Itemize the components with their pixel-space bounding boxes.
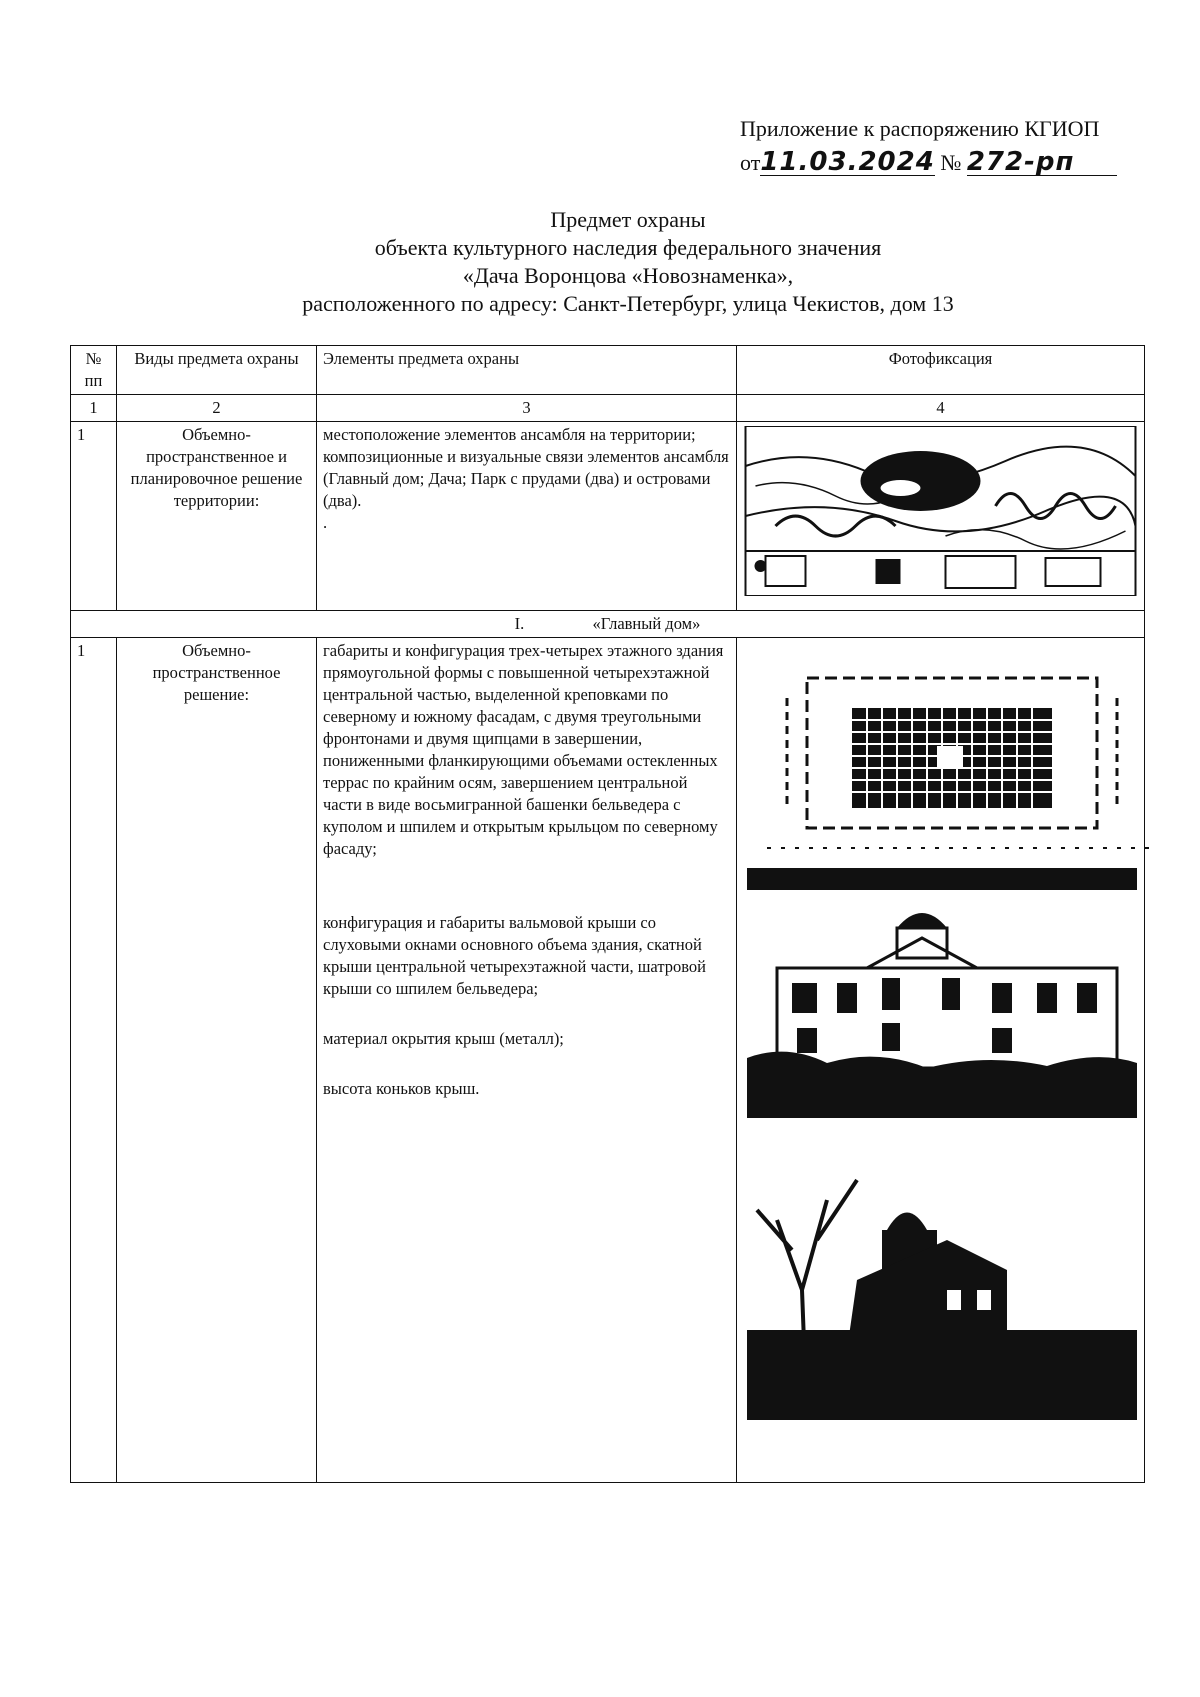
floor-plan-image — [767, 658, 1157, 858]
section-name: «Главный дом» — [592, 614, 701, 633]
col-number: 1 — [71, 395, 117, 422]
col-number: 3 — [317, 395, 737, 422]
site-plan-image — [743, 426, 1138, 596]
element-paragraph: габариты и конфигурация трех-четырех этажного здания прямоугольной формы с повышенной четырехэтажной центральной частью, выделенной креповками по северному и южному фасадам, с двумя треугольными фронтонами и двумя щипцами в завершении, пониженными фланкирующими объемами остекленных террас по крайним осям, завершением центральной части в виде восьмигранной башенки бельведера с куполом и шпилем и открытым крыльцом по северному фасаду; — [323, 641, 724, 858]
protection-elements — [317, 422, 737, 611]
elements-text: местоположение элементов ансамбля на территории; композиционные и визуальные связи элементов ансамбля (Главный дом; Дача; Парк с прудами (два) и островами (два). — [323, 425, 729, 510]
order-reference — [740, 148, 1117, 178]
number-label: № — [940, 150, 962, 175]
order-date: 11.03.2024 — [760, 147, 935, 177]
from-label: от — [740, 150, 761, 175]
table-row — [71, 422, 1145, 611]
element-paragraph: конфигурация и габариты вальмовой крыши со слуховыми окнами основного объема здания, скатной крыши центральной четырехэтажной части, шатровой крыши со шпилем бельведера; — [323, 913, 706, 998]
appendix-header: Приложение к распоряжению КГИОП — [740, 116, 1100, 141]
building-photo — [747, 868, 1137, 1118]
protection-subject-table — [70, 345, 1145, 1483]
section-heading — [71, 611, 1145, 638]
title-line-1: Предмет охраны — [550, 207, 706, 232]
order-number: 272-рп — [967, 149, 1117, 176]
row-number: 1 — [71, 422, 117, 611]
row-number: 1 — [71, 638, 117, 1483]
document-title — [0, 206, 1200, 318]
section-roman: I. — [514, 614, 525, 633]
building-silhouette-photo — [747, 1140, 1137, 1420]
section-heading-row — [71, 611, 1145, 638]
element-paragraph: высота коньков крыш. — [323, 1079, 480, 1098]
protection-elements — [317, 638, 737, 1483]
photo-cell — [737, 638, 1145, 1483]
protection-type: Объемно-пространственное решение: — [117, 638, 317, 1483]
header-elements: Элементы предмета охраны — [317, 346, 737, 395]
element-paragraph: материал окрытия крыш (металл); — [323, 1029, 564, 1048]
table-header-row — [71, 346, 1145, 395]
col-number: 4 — [737, 395, 1145, 422]
stray-dot: . — [323, 513, 328, 532]
table-row — [71, 638, 1145, 1483]
photo-cell — [737, 422, 1145, 611]
column-numbers-row — [71, 395, 1145, 422]
header-photo: Фотофиксация — [737, 346, 1145, 395]
title-line-2: объекта культурного наследия федерального значения — [374, 235, 882, 260]
col-number: 2 — [117, 395, 317, 422]
title-line-3: «Дача Воронцова «Новознаменка», — [462, 263, 794, 288]
title-line-4: расположенного по адресу: Санкт-Петербург, улица Чекистов, дом 13 — [302, 291, 954, 316]
header-num: № пп — [71, 346, 117, 395]
protection-type: Объемно-пространственное и планировочное решение территории: — [117, 422, 317, 611]
header-type: Виды предмета охраны — [117, 346, 317, 395]
